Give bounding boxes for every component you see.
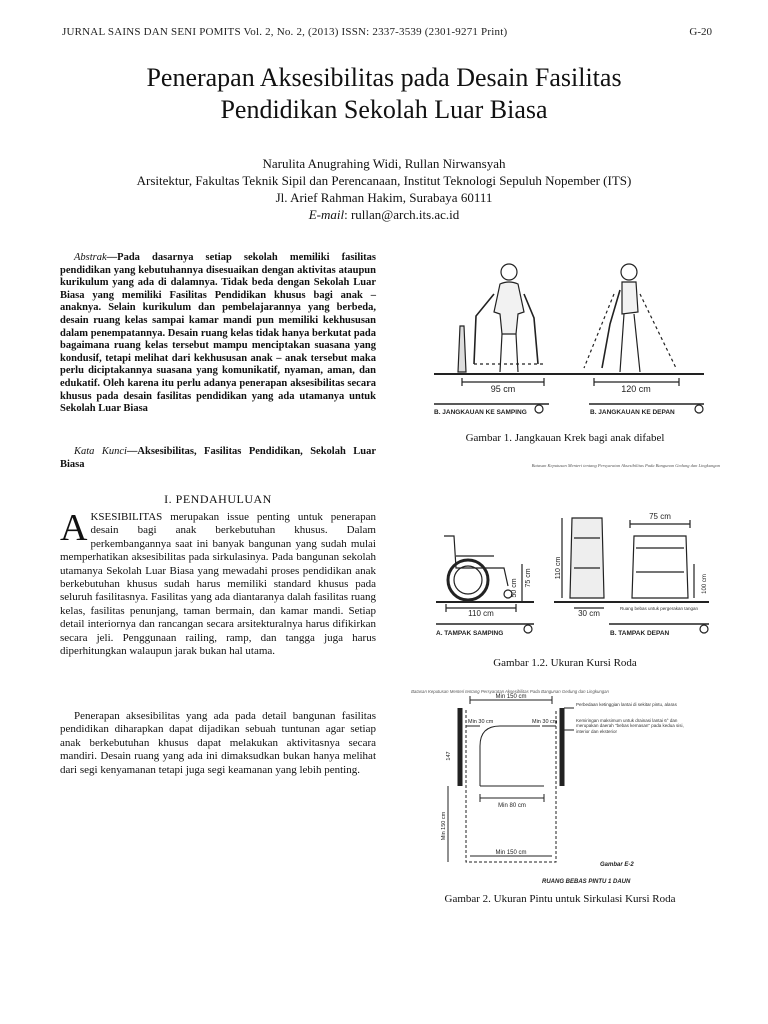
- author-email: : rullan@arch.its.ac.id: [344, 207, 460, 222]
- side-post: [458, 326, 466, 372]
- door-note-2: Kemiringan maksimum untuk drainasi lantai 6° dan merupakan daerah "bebas kemasan" pada kedua sisi, interior dan eksterior: [576, 717, 684, 734]
- left-crutch: [474, 294, 494, 364]
- door-notes: [576, 702, 688, 782]
- intro-paragraph-1: [60, 507, 376, 658]
- label-147: 147: [446, 751, 452, 761]
- intro-paragraph-2: Penerapan aksesibilitas yang ada pada detail bangunan fasilitas pendidikan diharapkan dapat dijadikan sebuah tuntunan agar setiap anak berkebutuhan khusus dapat melakukan aktivitasnya secara mandiri. Desain ruang yang ada ini dimaksudkan bukan hanya melihat dari segi kenyamanan tetapi juga segi keamanan yang lebih penting.: [60, 710, 376, 776]
- dim-120-label: 120 cm: [621, 384, 651, 394]
- figure-wheelchair: [424, 508, 714, 642]
- label-front-reach: B. JANGKAUAN KE DEPAN: [590, 409, 675, 416]
- abstract-label: Abstrak: [74, 252, 107, 263]
- dim-100-label: 100 cm: [702, 574, 708, 594]
- label-min150-v: Min 150 cm: [441, 811, 447, 841]
- figure-door-clearance: [411, 686, 690, 886]
- author-block: [60, 155, 708, 223]
- title-line-2: Pendidikan Sekolah Luar Biasa: [220, 95, 548, 124]
- figure-1-2-caption: Gambar 1.2. Ukuran Kursi Roda: [493, 657, 637, 669]
- door-note-1: Perbedaan ketinggian lantai di sekitar pintu, alaras: [576, 702, 677, 707]
- label-ruang-bebas: RUANG BEBAS PINTU 1 DAUN: [542, 879, 631, 885]
- person2-head: [621, 264, 637, 280]
- paper-title: [40, 62, 728, 126]
- marker-a: [524, 625, 532, 633]
- person2-legs: [620, 314, 640, 372]
- front-seat: [636, 548, 684, 572]
- keywords-label: Kata Kunci: [74, 446, 127, 457]
- label-min150-bottom: Min 150 cm: [495, 850, 527, 856]
- label-front-view: B. TAMPAK DEPAN: [610, 630, 670, 637]
- label-min30-right: Min 30 cm: [532, 719, 558, 725]
- door-swing: [480, 726, 540, 786]
- label-gambar-e2: Gambar E-2: [600, 862, 634, 868]
- person-torso: [494, 282, 524, 334]
- author-affiliation: Arsitektur, Fakultas Teknik Sipil dan Perencanaan, Institut Teknologi Sepuluh Nopember (ITS): [136, 173, 632, 188]
- label-min30-left: Min 30 cm: [468, 719, 494, 725]
- journal-info: JURNAL SAINS DAN SENI POMITS Vol. 2, No. 2, (2013) ISSN: 2337-3539 (2301-9271 Print): [62, 26, 508, 38]
- label-min150-top: Min 150 cm: [495, 694, 527, 700]
- drop-cap: A: [60, 507, 88, 549]
- dim-30-label: 30 cm: [578, 609, 600, 618]
- person-legs: [500, 334, 518, 372]
- front-back: [570, 518, 604, 598]
- figure-1-source: Batasan Keputusan Menteri tentang Persyaratan Aksesibilitas Pada Bangunan Gedung dan Lingkungan: [531, 463, 720, 468]
- front-note: Ruang bebas untuk pergerakan tangan: [620, 606, 699, 611]
- reach-dash-back: [640, 294, 676, 368]
- author-email-line: [60, 206, 708, 223]
- label-side-reach: B. JANGKAUAN KE SAMPING: [434, 409, 527, 416]
- person-head: [501, 264, 517, 280]
- front-chair: [632, 536, 688, 598]
- label-side-view: A. TAMPAK SAMPING: [436, 630, 504, 637]
- marker-b: [700, 625, 708, 633]
- label-min80: Min 80 cm: [498, 803, 526, 809]
- figure-crutch-reach: [414, 254, 714, 426]
- keywords: [60, 446, 376, 471]
- author-address: Jl. Arief Rahman Hakim, Surabaya 60111: [275, 190, 493, 205]
- wheel-inner: [454, 566, 482, 594]
- person2-torso: [622, 282, 638, 314]
- dim-110h-label: 110 cm: [468, 609, 494, 618]
- section-heading: I. PENDAHULUAN: [164, 492, 272, 506]
- dim-75-label: 75 cm: [649, 512, 671, 521]
- abstract-text: —Pada dasarnya setiap sekolah memiliki fasilitas pendidikan yang kebutuhannya disesuaikan dengan aktivitas ataupun kurikulum yang ada di dalamnya. Tidak beda dengan Sekolah Luar Biasa yang memiliki Fasilitas Pendidikan khusus bagi anak – anaknya. Selain kurikulum dan pembelajarannya yang berbeda, desain ruang kelas sampai kamar mandi pun memiliki kekhususan dalam penempatannya. Desain ruang kelas tidak hanya berkutat pada bagaimana ruang kelas tersebut mampu menciptakan suasana yang kondusif, tetapi melihat dari kekhususan anak – anak tersebut maka perlu diciptakannya suasana yang komunikatif, nyaman, aman, dan edukatif. Oleh karena itu perlu adanya penerapan aksesibilitas secara khusus pada desain fasilitas pendidikan yang ada utamanya untuk Sekolah Luar Biasa: [60, 252, 376, 415]
- title-line-1: Penerapan Aksesibilitas pada Desain Fasilitas: [146, 63, 622, 92]
- page-number: G-20: [689, 26, 712, 38]
- dim-50-label: 50 cm: [511, 578, 518, 598]
- marker-right: [695, 405, 703, 413]
- abstract: [60, 252, 376, 416]
- dim-75v-label: 75 cm: [525, 568, 532, 588]
- figure-1-caption: Gambar 1. Jangkauan Krek bagi anak difabel: [465, 432, 665, 444]
- figure-2-caption: Gambar 2. Ukuran Pintu untuk Sirkulasi Kursi Roda: [444, 893, 676, 905]
- marker-left: [535, 405, 543, 413]
- dim-80: [480, 794, 544, 802]
- leader-lines: [564, 708, 574, 730]
- author-names: Narulita Anugrahing Widi, Rullan Nirwansyah: [262, 156, 506, 171]
- dim-95-label: 95 cm: [490, 384, 516, 394]
- dim-75-top: [630, 520, 690, 528]
- dim-110v-label: 110 cm: [555, 556, 562, 580]
- keywords-text: —Aksesibilitas, Fasilitas Pendidikan, Sekolah Luar Biasa: [60, 446, 376, 470]
- intro-text-1: KSESIBILITAS merupakan issue penting untuk penerapan desain bagi anak berkebutuhan khusus. Dalam perkembangannya saat ini banyak bangunan yang sudah mulai memperhatikan aksesibilitas pada sirkulasinya. Pada bangunan sekolah utamanya Sekolah Luar Biasa yang mewadahi proses pendidikan anak berkebutuhan khusus sudah harus memiliki standard khusus pada seluruh fasilitasnya. Fasilitas yang ada diantaranya dalah fasilitas ruang kelas, fasilitas penunjang, taman bermain, dan kamar mandi. Setiap detail interiornya dan rancangan secara arsitekturalnya harus difikirkan secara jeli. Penggunaan railing, ramp, dan tangga juga harus diperhitungkan walaupun jarak bukan hal utama.: [60, 511, 376, 658]
- figure-2-source: Batasan Keputusan Menteri tentang Persyaratan Aksesibilitas Pada Bangunan Gedung dan Lingkungan: [411, 689, 609, 694]
- email-label: E-mail: [308, 207, 345, 222]
- right-crutch: [524, 294, 538, 364]
